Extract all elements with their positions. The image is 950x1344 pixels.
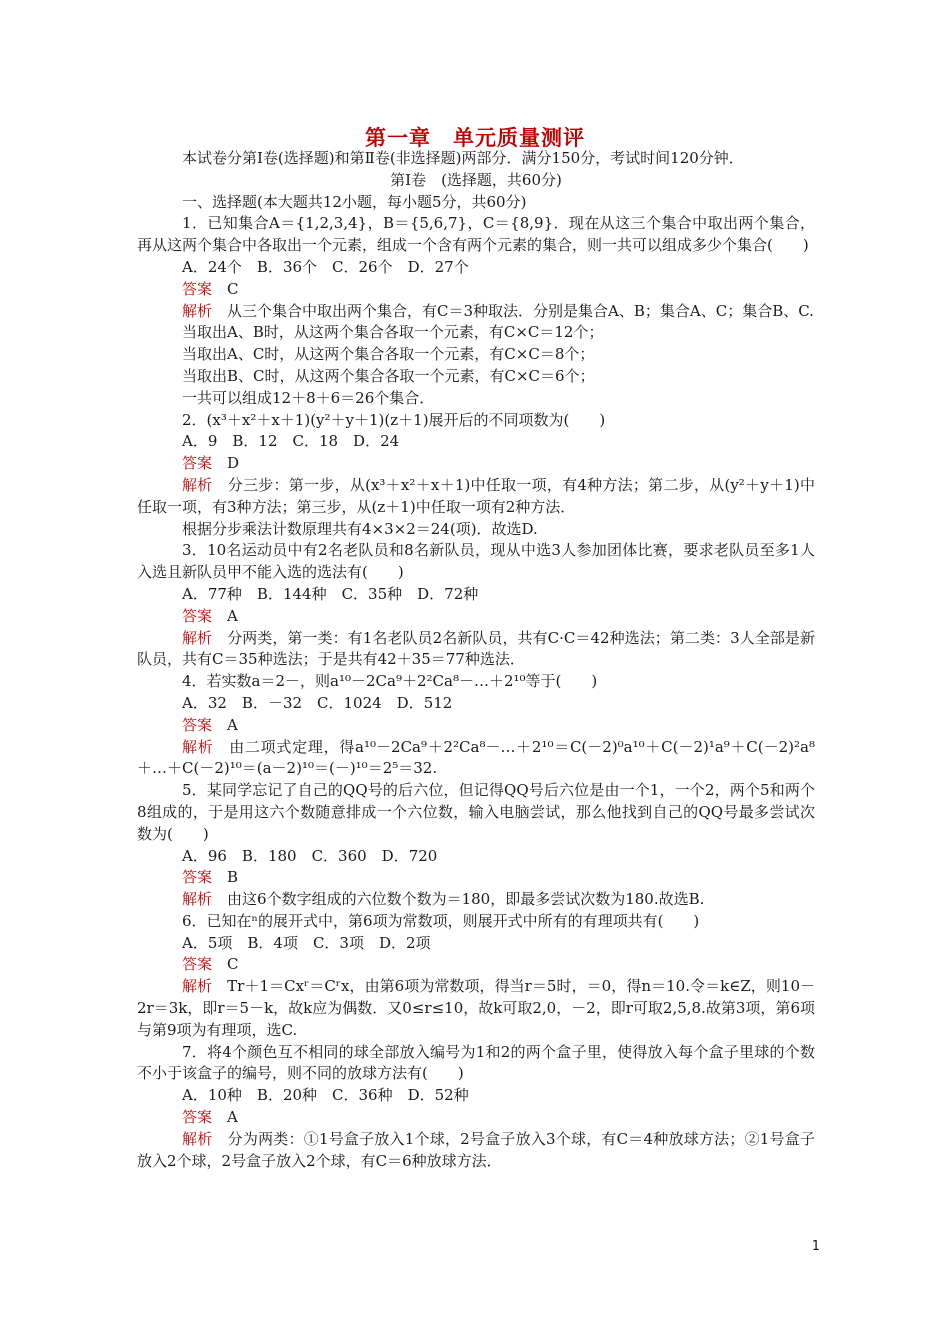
question-4-options: A．32 B．－32 C．1024 D．512 (182, 693, 453, 712)
question-3-analysis (137, 628, 815, 672)
answer-label: 答案 (182, 606, 213, 625)
analysis-text: 从三个集合中取出两个集合，有C＝3种取法．分别是集合A、B；集合A、C；集合B、C. (227, 301, 814, 320)
question-7-stem: 7．将4个颜色互不相同的球全部放入编号为1和2的两个盒子里，使得放入每个盒子里球的个数不小于该盒子的编号，则不同的放球方法有( ) (137, 1042, 815, 1083)
question-6-options: A．5项 B．4项 C．3项 D．2项 (182, 933, 431, 952)
section-heading: 一、选择题(本大题共12小题，每小题5分，共60分) (182, 192, 527, 211)
answer-label: 答案 (182, 1108, 213, 1127)
question-1-line-3: 当取出B、C时，从这两个集合各取一个元素，有C×C＝6个； (182, 366, 595, 385)
question-6-answer (137, 954, 815, 976)
page-number: 1 (811, 1239, 820, 1254)
question-2-options: A．9 B．12 C．18 D．24 (182, 432, 400, 451)
question-7-analysis (137, 1129, 815, 1173)
question-2-stem: 2．(x³＋x²＋x＋1)(y²＋y＋1)(z＋1)展开后的不同项数为( ) (182, 410, 606, 429)
question-1-line-2: 当取出A、C时，从这两个集合各取一个元素，有C×C＝8个； (182, 345, 595, 364)
question-1-stem: 1．已知集合A＝{1,2,3,4}，B＝{5,6,7}，C＝{8,9}．现在从这三个集合中取出两个集合，再从这两个集合中各取出一个元素，组成一个含有两个元素的集合，则一共可以组成多少个集合( ) (137, 214, 815, 255)
question-5-stem: 5．某同学忘记了自己的QQ号的后六位，但记得QQ号后六位是由一个1，一个2，两个5和两个8组成的，于是用这六个数随意排成一个六位数，输入电脑尝试，那么他找到自己的QQ号最多尝试次数为( ) (137, 781, 815, 843)
question-1-line-1: 当取出A、B时，从这两个集合各取一个元素，有C×C＝12个； (182, 323, 604, 342)
question-1-answer (137, 279, 815, 301)
question-3-answer (137, 606, 815, 628)
question-3-options: A．77种 B．144种 C．35种 D．72种 (182, 584, 479, 603)
answer-label: 答案 (182, 279, 213, 298)
question-7-answer (137, 1107, 815, 1129)
question-3-stem: 3．10名运动员中有2名老队员和8名新队员，现从中选3人参加团体比赛，要求老队员至多1人入选且新队员甲不能入选的选法有( ) (137, 541, 815, 582)
question-5-analysis (137, 889, 815, 911)
question-1-analysis (137, 301, 815, 323)
analysis-text: 分为两类：①1号盒子放入1个球，2号盒子放入3个球，有C＝4种放球方法；②1号盒子放入2个球，2号盒子放入2个球，有C＝6种放球方法． (137, 1129, 815, 1170)
answer-value: D (227, 454, 240, 473)
question-4-answer (137, 715, 815, 737)
analysis-label: 解析 (182, 977, 213, 996)
answer-label: 答案 (182, 868, 213, 887)
part1-header: 第Ⅰ卷 (选择题，共60分) (390, 170, 562, 189)
answer-label: 答案 (182, 715, 213, 734)
intro-text: 本试卷分第Ⅰ卷(选择题)和第Ⅱ卷(非选择题)两部分．满分150分，考试时间120分钟． (182, 149, 744, 167)
question-4-stem: 4．若实数a＝2－，则a¹⁰－2Ca⁹＋2²Ca⁸－…＋2¹⁰等于( ) (182, 672, 598, 691)
answer-value: C (227, 279, 239, 298)
page-content (137, 148, 815, 1172)
analysis-text: 分三步：第一步，从(x³＋x²＋x＋1)中任取一项，有4种方法；第二步，从(y²＋y＋1)中任取一项，有3种方法；第三步，从(z＋1)中任取一项有2种方法． (137, 475, 815, 516)
answer-label: 答案 (182, 955, 213, 974)
answer-value: A (227, 606, 238, 625)
answer-value: C (227, 955, 239, 974)
analysis-text: 由二项式定理，得a¹⁰－2Ca⁹＋2²Ca⁸－…＋2¹⁰＝C(－2)⁰a¹⁰＋C(－2)¹a⁹＋C(－2)²a⁸＋…＋C(－2)¹⁰＝(a－2)¹⁰＝(－)¹⁰＝2⁵＝32. (137, 737, 815, 778)
answer-value: A (227, 1108, 238, 1127)
analysis-label: 解析 (182, 475, 213, 494)
chapter-title: 第一章 单元质量测评 (365, 125, 585, 150)
analysis-text: 分两类，第一类：有1名老队员2名新队员，共有C·C＝42种选法；第二类：3人全部是新队员，共有C＝35种选法；于是共有42＋35＝77种选法． (137, 628, 815, 669)
analysis-label: 解析 (182, 1129, 213, 1148)
analysis-text: 由这6个数字组成的六位数个数为＝180，即最多尝试次数为180.故选B. (227, 890, 705, 909)
question-1-options: A．24个 B．36个 C．26个 D．27个 (182, 257, 469, 276)
question-5-options: A．96 B．180 C．360 D．720 (182, 846, 438, 865)
question-2-line-1: 根据分步乘法计数原理共有4×3×2＝24(项)．故选D. (182, 519, 538, 538)
question-5-answer (137, 867, 815, 889)
question-2-answer (137, 453, 815, 475)
question-6-stem: 6．已知在ⁿ的展开式中，第6项为常数项，则展开式中所有的有理项共有( ) (182, 911, 700, 930)
analysis-label: 解析 (182, 890, 213, 909)
question-1-line-4: 一共可以组成12＋8＋6＝26个集合． (182, 388, 435, 407)
question-6-analysis (137, 976, 815, 1041)
answer-value: B (227, 868, 239, 887)
analysis-text: Tr＋1＝Cxʳ＝Cʳx，由第6项为常数项，得当r＝5时，＝0，得n＝10.令＝k∈Z，则10－2r＝3k，即r＝5－k，故k应为偶数．又0≤r≤10，故k可取2,0，－2，即r可取2,5,8.故第3项，第6项与第9项为有理项，选C. (137, 977, 815, 1039)
question-2-analysis (137, 475, 815, 519)
answer-label: 答案 (182, 454, 213, 473)
question-7-options: A．10种 B．20种 C．36种 D．52种 (182, 1086, 469, 1105)
analysis-label: 解析 (182, 737, 214, 756)
question-4-analysis (137, 737, 815, 781)
answer-value: A (227, 715, 238, 734)
analysis-label: 解析 (182, 301, 213, 320)
analysis-label: 解析 (182, 628, 213, 647)
